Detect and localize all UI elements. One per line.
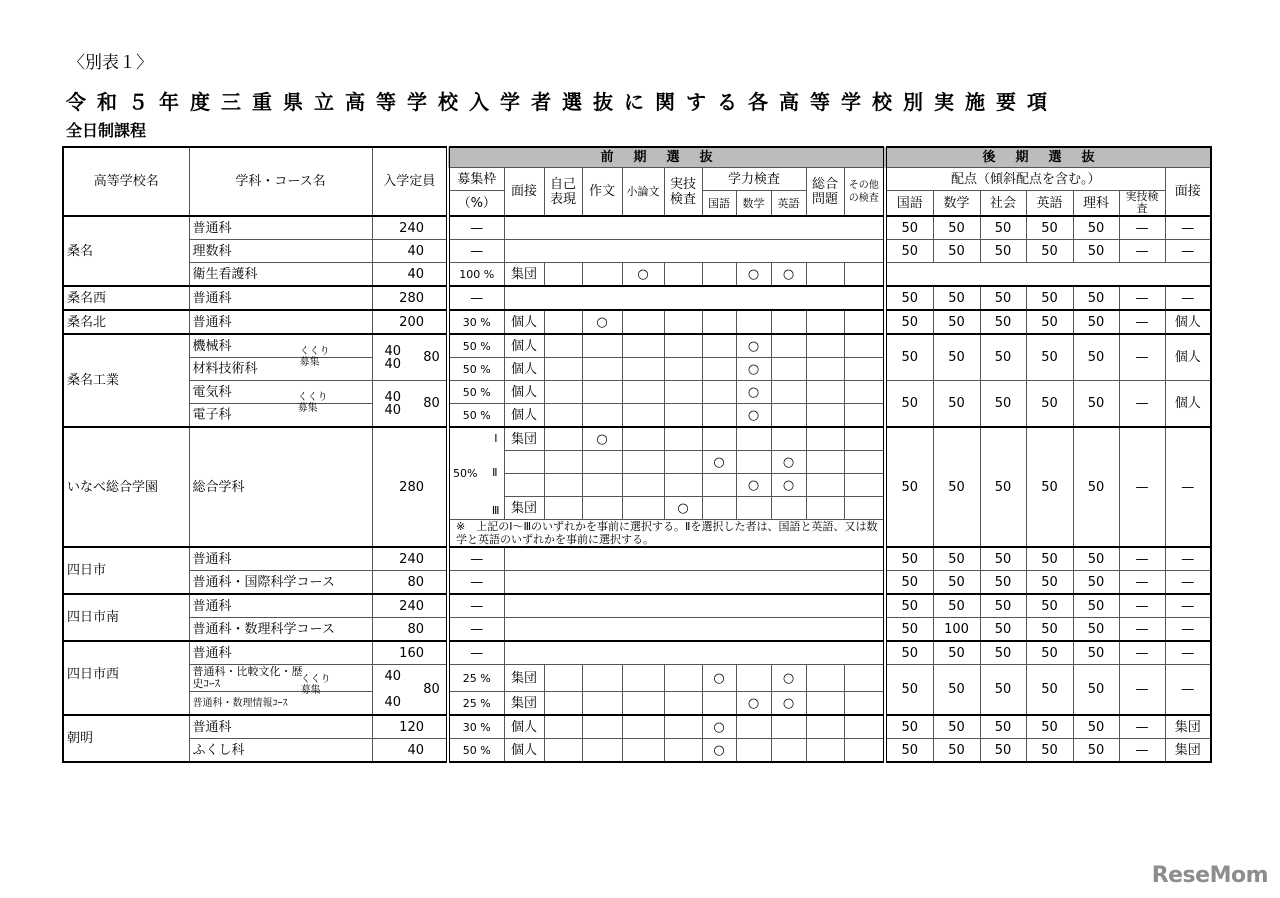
score-math: 50 bbox=[933, 310, 980, 334]
interview: 集団 bbox=[504, 263, 544, 287]
check-short-essay: ○ bbox=[622, 263, 664, 287]
resemom-logo: ReseMom bbox=[1151, 863, 1268, 888]
score-en: 50 bbox=[1026, 216, 1073, 240]
score-interview: — bbox=[1165, 641, 1211, 665]
capacity: 280 bbox=[372, 427, 448, 547]
school-name: いなべ総合学園 bbox=[63, 427, 189, 547]
score-en: 50 bbox=[1026, 571, 1073, 595]
score-science: 50 bbox=[1073, 381, 1119, 428]
check-jp: ○ bbox=[702, 665, 736, 692]
interview: 個人 bbox=[504, 715, 544, 739]
score-social: 50 bbox=[980, 381, 1026, 428]
capacity: 40 bbox=[372, 240, 448, 263]
score-interview: — bbox=[1165, 618, 1211, 642]
score-en: 50 bbox=[1026, 715, 1073, 739]
score-en: 50 bbox=[1026, 381, 1073, 428]
score-science: 50 bbox=[1073, 618, 1119, 642]
quota: 50% Ⅰ Ⅱ Ⅲ bbox=[448, 427, 504, 520]
score-interview: — bbox=[1165, 427, 1211, 547]
check-en: ○ bbox=[771, 474, 806, 497]
course-name: 普通科 bbox=[189, 641, 372, 665]
not-applicable-cell bbox=[504, 547, 885, 571]
score-en: 50 bbox=[1026, 641, 1073, 665]
quota: — bbox=[448, 641, 504, 665]
capacity: 80 bbox=[372, 618, 448, 642]
score-en: 50 bbox=[1026, 334, 1073, 381]
score-interview: 個人 bbox=[1165, 334, 1211, 381]
score-practical: — bbox=[1119, 715, 1165, 739]
header-academic: 学力検査 bbox=[702, 168, 806, 191]
score-interview: 集団 bbox=[1165, 715, 1211, 739]
quota: 50 % bbox=[448, 358, 504, 381]
score-practical: — bbox=[1119, 381, 1165, 428]
school-name: 桑名 bbox=[63, 216, 189, 286]
quota: — bbox=[448, 240, 504, 263]
interview: 集団 bbox=[504, 665, 544, 692]
score-math: 50 bbox=[933, 427, 980, 547]
score-math: 50 bbox=[933, 594, 980, 618]
not-applicable-cell bbox=[504, 286, 885, 310]
header-s-sci: 理科 bbox=[1073, 191, 1119, 217]
quota: 25 % bbox=[448, 665, 504, 692]
score-en: 50 bbox=[1026, 310, 1073, 334]
course-name: 普通科 bbox=[189, 216, 372, 240]
header-score-note: 配点（傾斜配点を含む。） bbox=[885, 168, 1165, 191]
header-quota: 募集枠 bbox=[448, 168, 504, 191]
capacity: 40 bbox=[384, 669, 402, 684]
score-practical: — bbox=[1119, 571, 1165, 595]
header-late-interview: 面接 bbox=[1165, 168, 1211, 217]
score-interview: 個人 bbox=[1165, 310, 1211, 334]
capacity: 40 bbox=[384, 356, 402, 372]
score-jp: 50 bbox=[885, 310, 933, 334]
interview: 個人 bbox=[504, 381, 544, 404]
score-en: 50 bbox=[1026, 547, 1073, 571]
header-s-jp: 国語 bbox=[885, 191, 933, 217]
course-name: 電気科 bbox=[189, 381, 372, 404]
course-name: 総合学科 bbox=[189, 427, 372, 547]
quota: 25 % bbox=[448, 692, 504, 716]
score-jp: 50 bbox=[885, 240, 933, 263]
score-science: 50 bbox=[1073, 571, 1119, 595]
check-math: ○ bbox=[736, 381, 771, 404]
boshu-label: 募集 bbox=[300, 685, 321, 696]
score-social: 50 bbox=[980, 427, 1026, 547]
score-practical: — bbox=[1119, 618, 1165, 642]
score-social: 50 bbox=[980, 665, 1026, 716]
interview: 個人 bbox=[504, 310, 544, 334]
header-ac-en: 英語 bbox=[771, 191, 806, 217]
check-math: ○ bbox=[736, 474, 771, 497]
score-jp: 50 bbox=[885, 715, 933, 739]
header-comprehensive: 総合問題 bbox=[806, 168, 844, 217]
course-name: 普通科・比較文化・歴史ｺｰｽ bbox=[189, 665, 372, 692]
course-name: 普通科・国際科学コース bbox=[189, 571, 372, 595]
option-1-label: Ⅰ bbox=[494, 432, 498, 445]
score-social: 50 bbox=[980, 641, 1026, 665]
capacity: 80 bbox=[372, 571, 448, 595]
school-name: 桑名北 bbox=[63, 310, 189, 334]
school-name: 四日市西 bbox=[63, 641, 189, 715]
score-interview: — bbox=[1165, 547, 1211, 571]
score-social: 50 bbox=[980, 310, 1026, 334]
combined-capacity: 80 bbox=[423, 349, 440, 365]
score-interview: 集団 bbox=[1165, 739, 1211, 763]
header-late-selection: 後期選抜 bbox=[885, 147, 1211, 168]
course-name: 普通科・数理情報ｺｰｽ くくり 募集 bbox=[189, 692, 372, 716]
score-social: 50 bbox=[980, 334, 1026, 381]
option-3-label: Ⅲ bbox=[491, 504, 500, 517]
header-ac-jp: 国語 bbox=[702, 191, 736, 217]
quota: — bbox=[448, 547, 504, 571]
quota: — bbox=[448, 618, 504, 642]
quota: 50 % bbox=[448, 404, 504, 428]
score-en: 50 bbox=[1026, 286, 1073, 310]
quota: — bbox=[448, 216, 504, 240]
header-s-soc: 社会 bbox=[980, 191, 1026, 217]
capacity: 240 bbox=[372, 216, 448, 240]
school-name: 四日市 bbox=[63, 547, 189, 594]
score-science: 50 bbox=[1073, 594, 1119, 618]
check-en: ○ bbox=[771, 451, 806, 474]
header-quota-unit: （%） bbox=[448, 191, 504, 217]
header-s-en: 英語 bbox=[1026, 191, 1073, 217]
capacity: 280 bbox=[372, 286, 448, 310]
score-social: 50 bbox=[980, 571, 1026, 595]
check-math: ○ bbox=[736, 692, 771, 716]
header-interview: 面接 bbox=[504, 168, 544, 217]
score-social: 50 bbox=[980, 286, 1026, 310]
header-course: 学科・コース名 bbox=[189, 147, 372, 216]
header-s-math: 数学 bbox=[933, 191, 980, 217]
interview: 集団 bbox=[504, 497, 544, 520]
score-math: 50 bbox=[933, 665, 980, 716]
score-en: 50 bbox=[1026, 240, 1073, 263]
header-ac-math: 数学 bbox=[736, 191, 771, 217]
score-en: 50 bbox=[1026, 665, 1073, 716]
quota: 50 % bbox=[448, 739, 504, 763]
interview: 個人 bbox=[504, 404, 544, 428]
score-practical: — bbox=[1119, 240, 1165, 263]
capacity: 40 bbox=[384, 343, 402, 359]
header-essay: 作文 bbox=[582, 168, 622, 217]
score-jp: 50 bbox=[885, 286, 933, 310]
score-math: 50 bbox=[933, 715, 980, 739]
score-practical: — bbox=[1119, 427, 1165, 547]
school-name: 桑名西 bbox=[63, 286, 189, 310]
check-jp: ○ bbox=[702, 739, 736, 763]
school-name: 四日市南 bbox=[63, 594, 189, 641]
interview: 集団 bbox=[504, 692, 544, 716]
score-science: 50 bbox=[1073, 715, 1119, 739]
score-en: 50 bbox=[1026, 739, 1073, 763]
course-name: 機械科 bbox=[189, 334, 372, 358]
course-name: ふくし科 bbox=[189, 739, 372, 763]
score-practical: — bbox=[1119, 641, 1165, 665]
quota: 50 % bbox=[448, 334, 504, 358]
score-math: 50 bbox=[933, 571, 980, 595]
course-name: 普通科 bbox=[189, 594, 372, 618]
score-interview: 個人 bbox=[1165, 381, 1211, 428]
score-interview: — bbox=[1165, 571, 1211, 595]
score-science: 50 bbox=[1073, 547, 1119, 571]
not-applicable-cell bbox=[504, 216, 885, 240]
interview: 個人 bbox=[504, 358, 544, 381]
score-practical: — bbox=[1119, 216, 1165, 240]
score-math: 50 bbox=[933, 641, 980, 665]
capacity: 240 bbox=[372, 594, 448, 618]
score-jp: 50 bbox=[885, 381, 933, 428]
combined-capacity: 80 bbox=[423, 682, 440, 697]
score-science: 50 bbox=[1073, 310, 1119, 334]
check-essay: ○ bbox=[582, 427, 622, 451]
score-science: 50 bbox=[1073, 216, 1119, 240]
score-social: 50 bbox=[980, 715, 1026, 739]
score-jp: 50 bbox=[885, 594, 933, 618]
score-jp: 50 bbox=[885, 216, 933, 240]
score-practical: — bbox=[1119, 547, 1165, 571]
quota: 100 % bbox=[448, 263, 504, 287]
course-name: 普通科 bbox=[189, 715, 372, 739]
course-name: 理数科 bbox=[189, 240, 372, 263]
score-math: 50 bbox=[933, 334, 980, 381]
header-school: 高等学校名 bbox=[63, 147, 189, 216]
not-applicable-cell bbox=[504, 240, 885, 263]
score-jp: 50 bbox=[885, 641, 933, 665]
score-science: 50 bbox=[1073, 334, 1119, 381]
score-math: 50 bbox=[933, 240, 980, 263]
score-interview: — bbox=[1165, 240, 1211, 263]
score-science: 50 bbox=[1073, 240, 1119, 263]
check-jp: ○ bbox=[702, 715, 736, 739]
score-jp: 50 bbox=[885, 618, 933, 642]
interview: 個人 bbox=[504, 739, 544, 763]
score-science: 50 bbox=[1073, 739, 1119, 763]
score-jp: 50 bbox=[885, 427, 933, 547]
capacity: 40 bbox=[372, 263, 448, 287]
course-name: 普通科・数理科学コース bbox=[189, 618, 372, 642]
header-other: その他の検査 bbox=[844, 168, 885, 217]
score-social: 50 bbox=[980, 216, 1026, 240]
score-interview: — bbox=[1165, 286, 1211, 310]
header-practical: 実技検査 bbox=[664, 168, 702, 217]
check-math: ○ bbox=[736, 263, 771, 287]
capacity: 40 bbox=[372, 739, 448, 763]
check-math: ○ bbox=[736, 358, 771, 381]
header-early-selection: 前期選抜 bbox=[448, 147, 885, 168]
check-essay: ○ bbox=[582, 310, 622, 334]
score-math: 50 bbox=[933, 547, 980, 571]
check-en: ○ bbox=[771, 665, 806, 692]
not-applicable-cell bbox=[504, 618, 885, 642]
quota: — bbox=[448, 286, 504, 310]
page-subtitle: 全日制課程 bbox=[66, 121, 147, 140]
score-jp: 50 bbox=[885, 547, 933, 571]
quota: 30 % bbox=[448, 715, 504, 739]
score-en: 50 bbox=[1026, 618, 1073, 642]
header-self-expression: 自己表現 bbox=[544, 168, 582, 217]
score-math: 50 bbox=[933, 739, 980, 763]
score-jp: 50 bbox=[885, 665, 933, 716]
score-practical: — bbox=[1119, 665, 1165, 716]
score-practical: — bbox=[1119, 739, 1165, 763]
score-math: 50 bbox=[933, 381, 980, 428]
score-social: 50 bbox=[980, 739, 1026, 763]
course-name: 普通科 bbox=[189, 286, 372, 310]
check-math: ○ bbox=[736, 404, 771, 428]
interview: 集団 bbox=[504, 427, 544, 451]
score-jp: 50 bbox=[885, 334, 933, 381]
score-interview: — bbox=[1165, 665, 1211, 716]
header-short-essay: 小論文 bbox=[622, 168, 664, 217]
score-interview: — bbox=[1165, 216, 1211, 240]
not-applicable-cell bbox=[504, 594, 885, 618]
check-math: ○ bbox=[736, 334, 771, 358]
kukuri-label: くくり bbox=[297, 392, 328, 403]
quota: 50 % bbox=[448, 381, 504, 404]
score-social: 50 bbox=[980, 240, 1026, 263]
score-social: 50 bbox=[980, 547, 1026, 571]
check-en: ○ bbox=[771, 263, 806, 287]
score-en: 50 bbox=[1026, 427, 1073, 547]
course-name: 材料技術科 くくり 募集 bbox=[189, 358, 372, 381]
school-name: 朝明 bbox=[63, 715, 189, 762]
quota: 30 % bbox=[448, 310, 504, 334]
course-name: 普通科 bbox=[189, 547, 372, 571]
inabe-note: ※ 上記のⅠ～Ⅲのいずれかを事前に選択する。Ⅱを選択した者は、国語と英語、又は数学と英語のいずれかを事前に選択する。 bbox=[448, 520, 885, 548]
school-name: 桑名工業 bbox=[63, 334, 189, 427]
score-jp: 50 bbox=[885, 739, 933, 763]
score-science: 50 bbox=[1073, 427, 1119, 547]
score-science: 50 bbox=[1073, 641, 1119, 665]
capacity: 40 bbox=[384, 389, 402, 405]
score-interview: — bbox=[1165, 594, 1211, 618]
capacity: 200 bbox=[372, 310, 448, 334]
course-name: 衛生看護科 bbox=[189, 263, 372, 287]
capacity: 40 bbox=[384, 695, 402, 710]
capacity: 240 bbox=[372, 547, 448, 571]
header-capacity: 入学定員 bbox=[372, 147, 448, 216]
interview: 個人 bbox=[504, 334, 544, 358]
admission-table bbox=[62, 146, 1212, 763]
check-jp: ○ bbox=[702, 451, 736, 474]
page-title: 令和５年度三重県立高等学校入学者選抜に関する各高等学校別実施要項 bbox=[66, 90, 1058, 114]
course-name: 普通科 bbox=[189, 310, 372, 334]
kukuri-label: くくり bbox=[300, 674, 331, 685]
combined-capacity: 80 bbox=[423, 395, 440, 411]
score-practical: — bbox=[1119, 310, 1165, 334]
score-math: 50 bbox=[933, 286, 980, 310]
score-en: 50 bbox=[1026, 594, 1073, 618]
option-2-label: Ⅱ bbox=[492, 466, 498, 479]
score-social: 50 bbox=[980, 594, 1026, 618]
kukuri-label: くくり bbox=[299, 346, 330, 357]
boshu-label: 募集 bbox=[297, 403, 318, 414]
not-applicable-cell bbox=[504, 641, 885, 665]
capacity: 120 bbox=[372, 715, 448, 739]
check-en: ○ bbox=[771, 692, 806, 716]
capacity: 160 bbox=[372, 641, 448, 665]
score-practical: — bbox=[1119, 334, 1165, 381]
score-math: 50 bbox=[933, 216, 980, 240]
quota: — bbox=[448, 571, 504, 595]
header-s-practical: 実技検査 bbox=[1119, 191, 1165, 217]
score-science: 50 bbox=[1073, 665, 1119, 716]
score-science: 50 bbox=[1073, 286, 1119, 310]
capacity: 40 bbox=[384, 402, 402, 418]
boshu-label: 募集 bbox=[299, 357, 320, 368]
annex-label: 〈別表１〉 bbox=[68, 53, 153, 73]
score-social: 50 bbox=[980, 618, 1026, 642]
score-jp: 50 bbox=[885, 571, 933, 595]
course-name: 電子科 くくり 募集 bbox=[189, 404, 372, 428]
score-practical: — bbox=[1119, 286, 1165, 310]
check-practical: ○ bbox=[664, 497, 702, 520]
quota: — bbox=[448, 594, 504, 618]
not-applicable-cell bbox=[504, 571, 885, 595]
not-applicable-cell bbox=[885, 263, 1211, 287]
score-practical: — bbox=[1119, 594, 1165, 618]
score-math: 100 bbox=[933, 618, 980, 642]
